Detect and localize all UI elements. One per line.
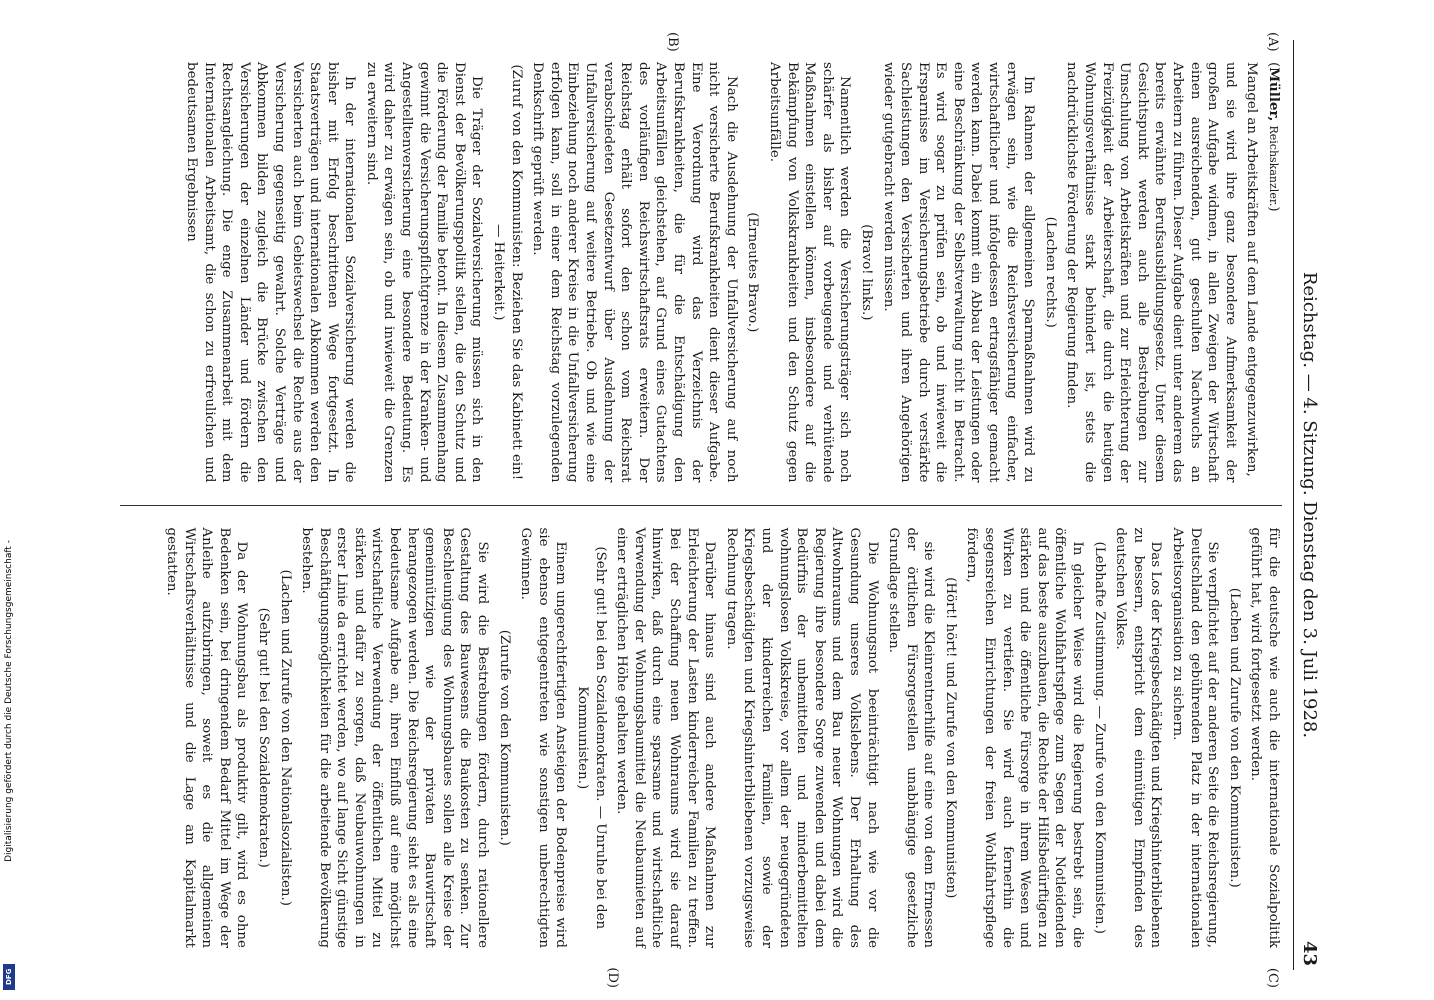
paragraph: Da der Wohnungsbau als produktiv gilt, wird es ohne Bedenken sein, bei dringendem Bedarf Mittel im Wege der Anleihe aufzubringen, soweit es die allgemeinen Wirtschaftsverhältnisse und die Lage am Kapitalmarkt gestatten. bbox=[163, 527, 250, 948]
stage-direction: (Lachen und Zurufe von den Kommunisten.) bbox=[1226, 587, 1242, 888]
paragraph: Einem ungerechtfertigten Ansteigen der Bodenpreise wird sie ebenso entgegentreten wie sonstigen unberechtigten Gewinnen. bbox=[518, 527, 569, 948]
header-title: Reichstag. — 4. Sitzung. Dienstag den 3. Juli 1928. bbox=[1299, 271, 1320, 739]
margin-letter-b: (B) bbox=[665, 32, 680, 52]
paragraph: und sie wird ihre ganz besondere Aufmerksamkeit der großen Aufgabe widmen, in allen Zweigen der Wirtschaft einen ausreichenden, gut geschulten Nachwuchs an Arbeitern zu führen. Dieser Aufgabe dient unter anderem das bereits erwähnte Berufsausbildungsgesetz. Unter diesem Gesichtspunkt werden auch alle Bestrebungen zur Umschulung von Arbeitskräften und zur Erleichterung der Freizügigkeit der Arbeiterschaft, die durch die heutigen Wohnungsverhältnisse stark behindert ist, stets die nachdrücklichste Förderung der Regierung finden. bbox=[1064, 62, 1238, 483]
paragraph: Namentlich werden die Versicherungsträger sich noch schärfer als bisher auf vorbeugende und verhütende Maßnahmen einstellen können, insbesondere auf die Bekämpfung von Volkskrankheiten und den Schutz gegen Arbeitsunfälle. bbox=[766, 62, 853, 483]
page-number: 43 bbox=[1299, 940, 1320, 966]
stage-direction: (Erneutes Bravo.) bbox=[745, 212, 761, 333]
paragraph: Sie verpflichtet auf der anderen Seite die Reichsregierung, Deutschland den gebührenden Platz in der internationalen Arbeitsorganisation zu sichern. bbox=[1170, 527, 1221, 948]
stage-direction: (Sehr gut! bei den Sozialdemokraten. — Unruhe bei den Kommunisten.) bbox=[575, 546, 608, 930]
paragraph: In der internationalen Sozialversicherung werden die bisher mit Erfolg beschrittenen Wege fortgesetzt. In Staatsverträgen und internationalen Abkommen werden den Versicherten auch beim Gebietswechsel die Rechte aus der Versicherung gegenseitig gewahrt. Solche Verträge und Abkommen bilden zugleich die Brücke zwischen den Versicherungen der einzelnen Länder und fördern die Rechtsangleichung. Die enge Zusammenarbeit mit dem Internationalen Arbeitsamt, die schon zu erfreulichen und bedeutsamen Ergebnissen bbox=[183, 62, 358, 483]
stage-direction: (Lachen rechts.) bbox=[1042, 216, 1058, 328]
stage-direction: (Zuruf von den Kommunisten: Beziehen Sie das Kabinett ein! — Heiterkeit.) bbox=[491, 64, 524, 481]
left-column bbox=[120, 40, 1282, 505]
running-header bbox=[1293, 40, 1320, 970]
stage-direction: (Hört! hört! und Zurufe von den Kommunisten) bbox=[942, 577, 958, 899]
paragraph: Sie wird die Bestrebungen fördern, durch rationellere Gestaltung des Bauwesens die Baukosten zu senken. Zur Beschleunigung des Wohnungsbaues sollen alle Kreise der gemeinnützigen wie der privaten Bauwirtschaft herangezogen werden. Die Reichsregierung sieht es als eine bedeutsame Aufgabe an, ihren Einfluß auf eine möglichst wirtschaftliche Verwendung der öffentlichen Mittel zu stärken und dafür zu sorgen, daß Neubauwohnungen in erster Linie da errichtet werden, wo auf lange Sicht günstige Beschäftigungsmöglichkeiten für die arbeitende Bevölkerung bestehen. bbox=[299, 527, 491, 948]
stage-direction: (Zurufe von den Kommunisten.) bbox=[496, 629, 512, 846]
speaker-line: (Müller, Reichskanzler.) bbox=[1266, 62, 1282, 212]
digitization-credit: Digitalisierung gefördert durch die Deutsche Forschungsgemeinschaft - bbox=[4, 540, 14, 862]
stage-direction: (Lachen und Zurufe von den Nationalsozialisten.) bbox=[277, 569, 293, 906]
stage-direction: (Sehr gut! bei den Sozialdemokraten.) bbox=[255, 607, 271, 868]
paragraph: Darüber hinaus sind auch andere Maßnahmen zur Erleichterung der Lasten kinderreicher Familien zu treffen. Bei der Schaffung neuen Wohnraums wird sie darauf hinwirken, daß durch eine sparsame und wirtschaftliche Verwendung der Wohnungsbaumittel die Neubaumieten auf einer erträglichen Höhe gehalten werden. bbox=[614, 527, 718, 948]
paragraph: Im Rahmen der allgemeinen Sparmaßnahmen wird zu erwägen sein, wie die Reichsversicherung einfacher, wirtschaftlicher und infolgedessen ertragsfähiger gemacht werden kann. Dabei kommt ein Abbau der Leistungen oder eine Beschränkung der Selbstverwaltung nicht in Betracht. Es wird sogar zu prüfen sein, ob und inwieweit die Ersparnisse im Versicherungsbetriebe durch verstärkte Sachleistungen den Versicherten und ihren Angehörigen wieder gutgebracht werden müssen. bbox=[880, 62, 1037, 483]
speaker-name: Müller, bbox=[1266, 67, 1282, 122]
paragraph: Mangel an Arbeitskräften auf dem Lande entgegenzuwirken, bbox=[1244, 62, 1260, 477]
margin-letter-a: (A) bbox=[1265, 32, 1280, 52]
margin-letter-d: (D) bbox=[605, 967, 620, 988]
right-column bbox=[120, 505, 1282, 971]
stage-direction: (Bravo! links.) bbox=[858, 224, 874, 321]
document-page bbox=[120, 32, 1320, 988]
paragraph: sie wird die Kleinrentnerhilfe auf eine von dem Ermessen der örtlichen Fürsorgestellen unabhängige gesetzliche Grundlage stellen. bbox=[886, 527, 937, 948]
paragraph: Die Träger der Sozialversicherung müssen sich in den Dienst der Bevölkerungspolitik stellen, die den Schutz und die Förderung der Familie betont. In diesem Zusammenhang gewinnt die Versicherungspflichtgrenze in der Kranken- und Angestelltenversicherung eine besondere Bedeutung. Es wird daher zu erwägen sein, ob und inwieweit die Grenzen zu erweitern sind. bbox=[363, 62, 485, 483]
paragraph: für die deutsche wie auch die internationale Sozialpolitik geführt hat, wird fortgesetzt werden. bbox=[1248, 527, 1281, 948]
stage-direction: (Lebhafte Zustimmung. — Zurufe von den Kommunisten.) bbox=[1091, 541, 1107, 934]
speaker-role: Reichskanzler. bbox=[1267, 125, 1280, 207]
paragraph: Die Wohnungsnot beeinträchtigt nach wie vor die Gesundung unseres Volkslebens. Der Erhaltung des Altwohnraums und dem Bau neuer Wohnungen wird die Regierung ihre besondere Sorge zuwenden und dabei dem Bedürfnis der unbemittelten und minderbemittelten wohnungslosen Volkskreise, vor allem der neugegründeten und der kinderreichen Familien, sowie der Kriegsbeschädigten und Kriegshinterbliebenen vorzugsweise Rechnung tragen. bbox=[723, 527, 880, 948]
paragraph: Das Los der Kriegsbeschädigten und Kriegshinterbliebenen zu bessern, entspricht dem einmütigen Empfinden des deutschen Volkes. bbox=[1113, 527, 1164, 948]
paragraph: In gleicher Weise wird die Regierung bestrebt sein, die öffentliche Wohlfahrtspflege zum Segen der Notleidenden auf das beste auszubauen, die Rechte der Hilfsbedürftigen zu stärken und die öffentliche Fürsorge in ihrem Wesen und Wirken zu vertiefen. Sie wird auch fernerhin die segensreichen Einrichtungen der freien Wohlfahrtspflege fördern, bbox=[964, 527, 1086, 948]
paragraph: Nach die Ausdehnung der Unfallversicherung auf noch nicht versicherte Berufskrankheiten dient dieser Aufgabe. Eine Verordnung wird das Verzeichnis der Berufskrankheiten, die für die Entschädigung den Arbeitsunfällen gleichstehen, auf Grund eines Gutachtens des vorläufigen Reichswirtschaftsrats erweitern. Der Reichstag erhält sofort den schon vom Reichsrat verabschiedeten Gesetzentwurf über Ausdehnung der Unfallversicherung auf weitere Betriebe. Ob und wie eine Einbeziehung noch anderer Kreise in die Unfallversicherung erfolgen kann, soll in einer dem Reichstag vorzulegenden Denkschrift geprüft werden. bbox=[530, 62, 739, 483]
margin-letter-c: (C) bbox=[1265, 967, 1280, 988]
text-columns bbox=[120, 40, 1282, 970]
dfg-logo: DFG bbox=[3, 964, 15, 990]
